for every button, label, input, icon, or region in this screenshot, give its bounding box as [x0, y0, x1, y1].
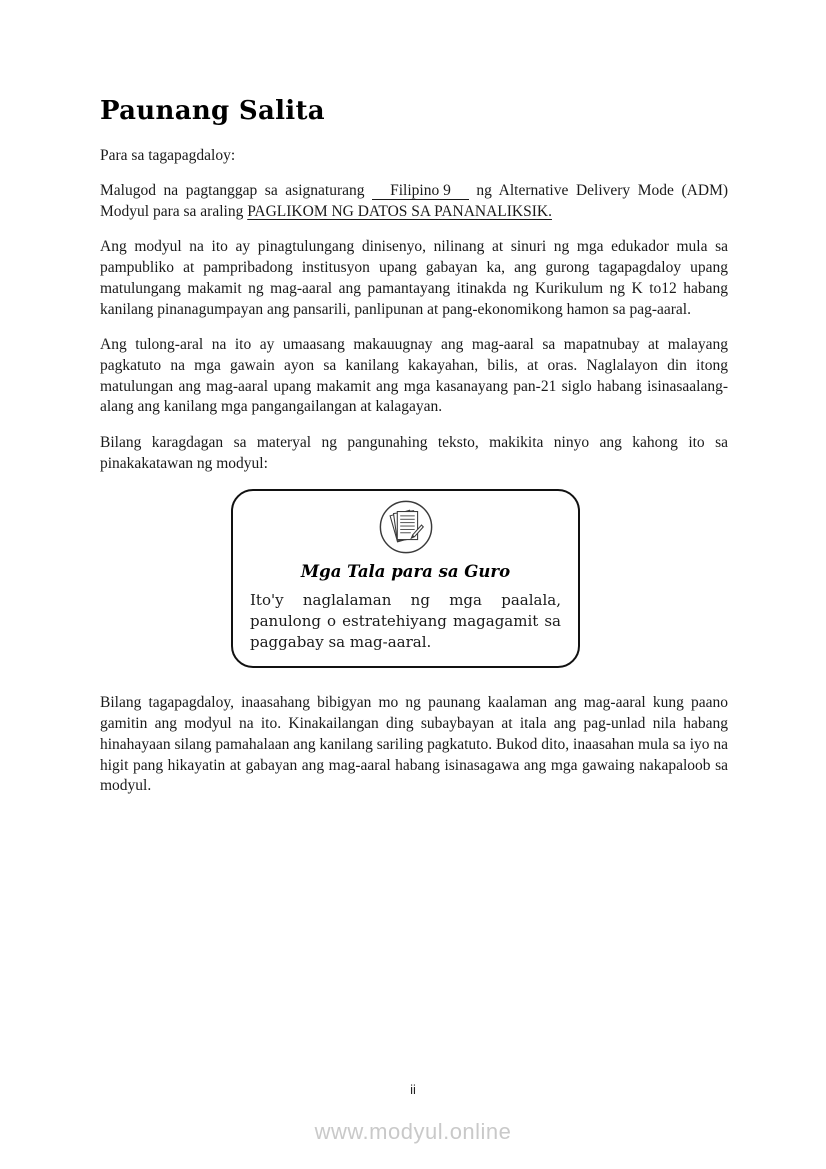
welcome-text-pre: Malugod na pagtanggap sa asignaturang: [100, 182, 365, 199]
teacher-notes-box: [231, 489, 580, 668]
note-box-body: Ito'y naglalaman ng mga paalala, panulong o estratehiyang magagamit sa paggabay sa mag-aaral.: [250, 591, 561, 652]
page-title: Paunang Salita: [100, 96, 325, 126]
paragraph-additional-material: Bilang karagdagan sa materyal ng pangunahing teksto, makikita ninyo ang kahong ito sa pinakakatawan ng modyul:: [100, 434, 728, 472]
paragraph-facilitator-role: Bilang tagapagdaloy, inaasahang bibigyan mo ng paunang kaalaman ang mag-aaral kung paano gamitin ang modyul na ito. Kinakailangan ding subaybayan at itala ang pag-unlad nila habang hinahayaan silang pamahalaan ang kanilang sariling pagkatuto. Bukod dito, inaasahan mula sa iyo na higit pang hikayatin at gabayan ang mag-aaral habang isinasagawa ang mga gawaing nakapaloob sa modyul.: [100, 694, 728, 795]
notes-icon: [250, 498, 561, 556]
salutation-line: Para sa tagapagdaloy:: [100, 147, 236, 164]
paragraph-learning-aid: Ang tulong-aral na ito ay umaasang makauugnay ang mag-aaral sa mapatnubay at malayang pagkatuto na mga gawain ayon sa kanilang kakayahan, bilis, at oras. Naglalayon din itong matulungan ang mag-aaral upang makamit ang mga kasanayang pan-21 siglo habang isinasaalang-alang ang kanilang mga pangangailangan at kalagayan.: [100, 336, 728, 416]
paragraph-welcome: [100, 181, 728, 222]
subject-blank: Filipino 9: [372, 182, 469, 200]
paragraph-module-design: Ang modyul na ito ay pinagtulungang dinisenyo, nilinang at sinuri ng mga edukador mula sa pampubliko at pampribadong institusyon upang gabayan ka, ang gurong tagapagdaloy upang matulungang makamit ng mag-aaral ang pamantayang itinakda ng Kurikulum ng K to12 habang kanilang pinanagumpayan ang pansarili, panlipunan at pang-ekonomikong hamon sa pag-aaral.: [100, 238, 728, 318]
page-content: [100, 96, 728, 812]
lesson-title-underlined: PAGLIKOM NG DATOS SA PANANALIKSIK.: [247, 202, 552, 220]
welcome-text-mid: ng Alternative Delivery Mode (ADM) Modyul para sa araling: [100, 182, 729, 220]
watermark-text: www.modyul.online: [314, 1119, 512, 1144]
page-number: ii: [410, 1082, 416, 1097]
note-box-heading: Mga Tala para sa Guro: [300, 562, 511, 582]
